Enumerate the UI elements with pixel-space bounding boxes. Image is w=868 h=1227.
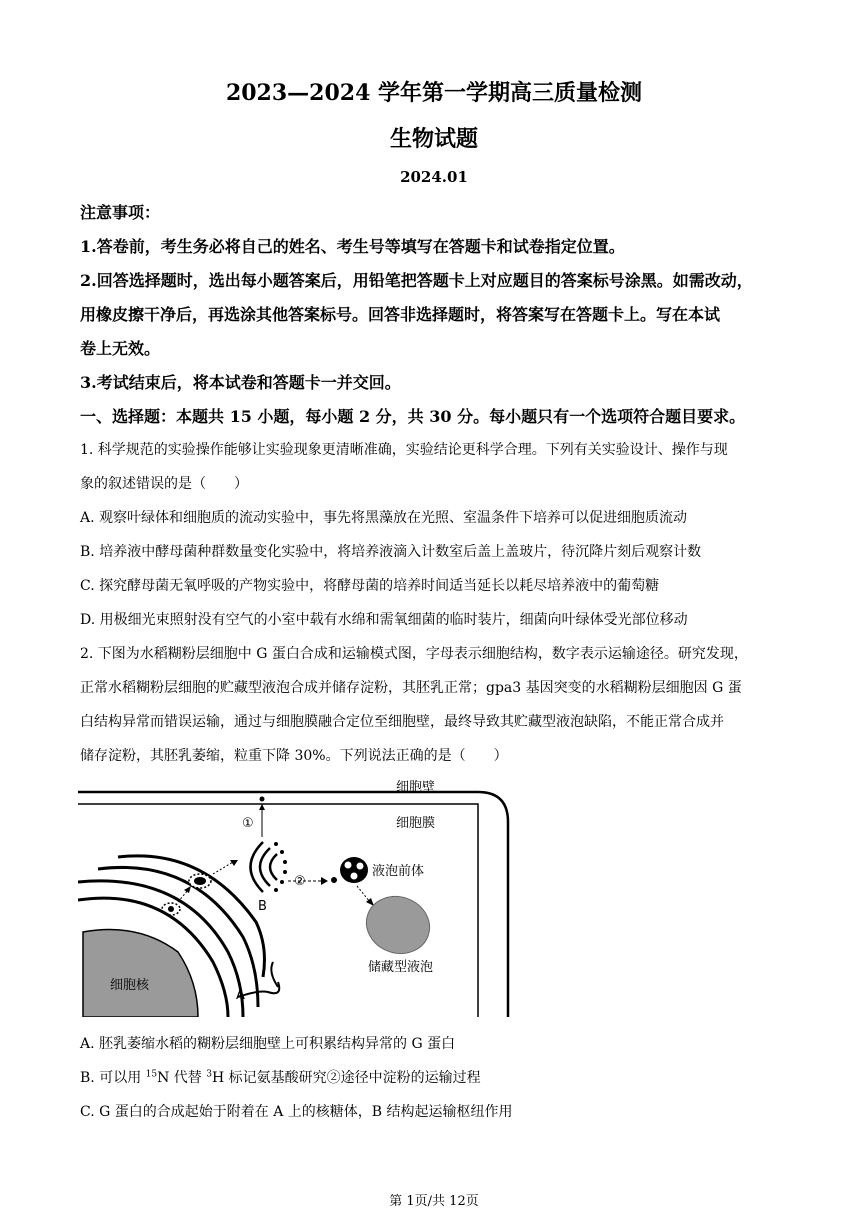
golgi-stack-3 <box>270 854 277 880</box>
arrow-1-head <box>184 886 191 893</box>
path-1-vesicle <box>260 797 265 802</box>
page-footer: 第 1页/共 12页 <box>389 1194 479 1209</box>
nucleus-label: 细胞核 <box>110 978 150 993</box>
golgi-dot <box>274 842 278 846</box>
q1-option-b: B. 培养液中酵母菌种群数量变化实验中，将培养液滴入计数室后盖上盖玻片，待沉降片刻后观察计数 <box>80 544 702 560</box>
path-1-head <box>259 804 265 810</box>
vacuole-precursor-label: 液泡前体 <box>372 864 425 879</box>
notice-heading: 注意事项： <box>80 203 161 222</box>
er-tail <box>271 962 278 987</box>
golgi-dot <box>280 850 284 854</box>
q2-stem-line2: 正常水稻糊粉层细胞的贮藏型液泡合成并储存淀粉，其胚乳正常；gpa3 基因突变的水稻糊粉层细胞因 G 蛋 <box>80 680 742 696</box>
q1-option-c: C. 探究酵母菌无氧呼吸的产物实验中，将酵母菌的培养时间适当延长以耗尽培养液中的葡萄糖 <box>80 578 660 594</box>
golgi-stack-2 <box>260 848 270 886</box>
q2-option-b <box>80 1067 481 1087</box>
notice-item-1: 1.答卷前，考生务必将自己的姓名、考生号等填写在答题卡和试卷指定位置。 <box>80 237 625 256</box>
storage-vacuole-label: 储藏型液泡 <box>368 960 434 975</box>
golgi-dot <box>274 888 278 892</box>
q2-option-b-pre: B. 可以用 <box>80 1070 146 1086</box>
vesicle-dot <box>168 906 174 912</box>
golgi-dot <box>280 880 284 884</box>
cell-wall-label: 细胞壁 <box>396 780 436 795</box>
q2-stem-line4: 储存淀粉，其胚乳萎缩，粒重下降 30%。下列说法正确的是（ ） <box>80 748 508 764</box>
precursor-spot <box>357 863 364 870</box>
q2-stem-line3: 白结构异常而错误运输，通过与细胞膜融合定位至细胞壁，最终导致其贮藏型液泡缺陷，不能正常合成并 <box>80 714 724 730</box>
golgi-label-b: B <box>258 899 267 914</box>
q2-option-b-sup1: 15 <box>145 1069 158 1080</box>
q1-stem-line2: 象的叙述错误的是（ ） <box>80 476 248 492</box>
arrow-2 <box>213 862 233 874</box>
notice-item-2-line1: 2.回答选择题时，选出每小题答案后，用铅笔把答题卡上对应题目的答案标号涂黑。如需改动， <box>80 271 753 290</box>
path-2-label: ② <box>294 874 306 889</box>
precursor-spot <box>345 862 352 869</box>
exam-date: 2024.01 <box>400 168 468 186</box>
q2-option-b-mid: N 代替 <box>157 1070 207 1086</box>
transport-vesicle-core <box>194 877 206 885</box>
q2-option-b-sup2: 3 <box>206 1069 212 1080</box>
q2-option-c: C. G 蛋白的合成起始于附着在 A 上的核糖体，B 结构起运输枢纽作用 <box>80 1104 513 1120</box>
q1-option-a: A. 观察叶绿体和细胞质的流动实验中，事先将黑藻放在光照、室温条件下培养可以促进细胞质流动 <box>80 510 688 526</box>
q2-option-a: A. 胚乳萎缩水稻的糊粉层细胞壁上可积累结构异常的 G 蛋白 <box>80 1036 456 1052</box>
q2-stem-line1: 2. 下图为水稻糊粉层细胞中 G 蛋白合成和运输模式图，字母表示细胞结构，数字表示运输途径。研究发现， <box>80 646 748 662</box>
er-label-a: A <box>236 988 245 1003</box>
exam-title: 2023—2024 学年第一学期高三质量检测 <box>225 80 643 106</box>
notice-item-2-line2: 用橡皮擦干净后，再选涂其他答案标号。回答非选择题时，将答案写在答题卡上。写在本试 <box>80 305 721 324</box>
q1-stem-line1: 1. 科学规范的实验操作能够让实验现象更清晰准确，实验结论更科学合理。下列有关实验设计、操作与现 <box>80 442 728 458</box>
notice-item-3: 3.考试结束后，将本试卷和答题卡一并交回。 <box>80 373 401 392</box>
cell-membrane-label: 细胞膜 <box>396 816 436 831</box>
section-heading: 一、选择题：本题共 15 小题，每小题 2 分，共 30 分。每小题只有一个选项符合题目要求。 <box>80 407 746 426</box>
subject-title: 生物试题 <box>389 126 478 152</box>
golgi-dot <box>283 870 287 874</box>
precursor-spot <box>351 873 358 880</box>
golgi-dot <box>283 860 287 864</box>
cell-diagram <box>78 772 518 1017</box>
q1-option-d: D. 用极细光束照射没有空气的小室中载有水绵和需氧细菌的临时装片，细菌向叶绿体受光部位移动 <box>80 612 688 628</box>
q2-option-b-post: H 标记氨基酸研究②途径中淀粉的运输过程 <box>211 1070 481 1086</box>
path-2-vesicle <box>331 877 337 883</box>
arrow-3 <box>357 886 370 902</box>
path-1-label: ① <box>242 816 254 831</box>
notice-item-2-line3: 卷上无效。 <box>80 339 161 358</box>
path-2-head <box>321 877 328 885</box>
